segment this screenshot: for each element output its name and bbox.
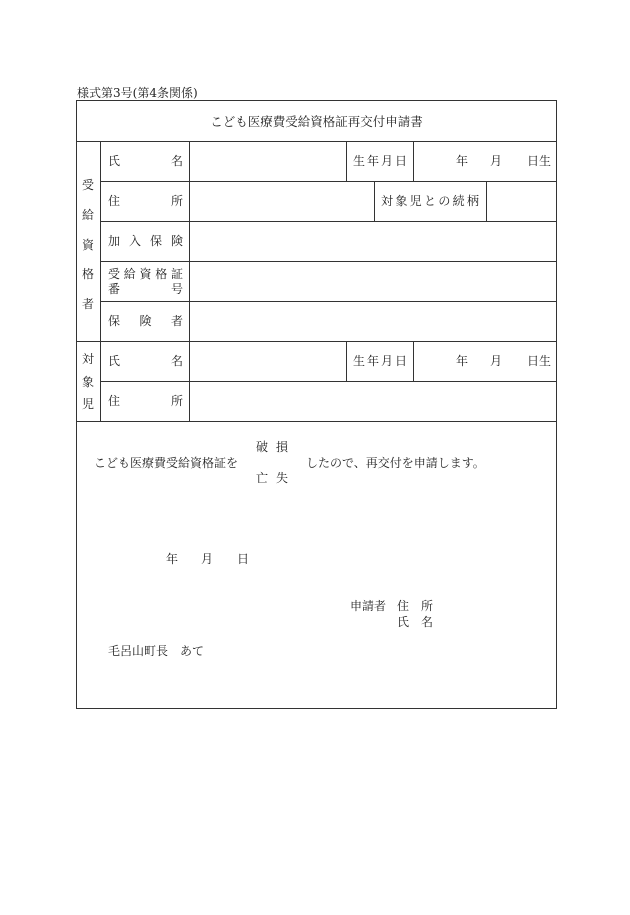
insurer-label: 保 険 者 — [108, 314, 183, 328]
child-birthdate-label: 生 年 月 日 — [353, 354, 407, 368]
recipient-birthdate-label: 生 年 月 日 — [353, 154, 407, 168]
recipient-name-label: 氏 名 — [108, 154, 183, 168]
child-address-field[interactable] — [190, 382, 556, 420]
date-year-marker: 年 — [456, 154, 469, 168]
application-date-month: 月 — [201, 552, 214, 566]
insurer-field[interactable] — [190, 302, 556, 340]
cert-number-label-line1: 受 給 資 格 証 — [108, 267, 183, 281]
child-name-label: 氏 名 — [108, 354, 183, 368]
date-month-marker: 月 — [490, 154, 503, 168]
cert-number-label-line2: 番 号 — [108, 282, 183, 296]
sentence-suffix: したので、再交付を申請します。 — [306, 456, 485, 470]
applicant-name-label: 氏 名 — [397, 615, 433, 629]
insurance-label: 加 入 保 険 — [108, 234, 183, 248]
application-date-day: 日 — [237, 552, 250, 566]
date-year-marker: 年 — [456, 354, 469, 368]
recipient-name-field[interactable] — [190, 142, 345, 180]
relationship-field[interactable] — [487, 182, 556, 220]
relationship-label: 対 象 児 と の 続 柄 — [381, 194, 479, 208]
applicant-address-label: 住 所 — [397, 599, 433, 613]
date-day-marker: 日生 — [527, 354, 552, 368]
application-date-year: 年 — [166, 552, 179, 566]
recipient-address-label: 住 所 — [108, 194, 183, 208]
recipient-group-label: 受 給 資 格 者 — [81, 178, 94, 311]
form-number: 様式第3号(第4条関係) — [77, 86, 198, 100]
date-month-marker: 月 — [490, 354, 503, 368]
child-group-label: 対 象 児 — [81, 352, 94, 411]
applicant-label: 申請者 — [350, 599, 387, 613]
child-name-field[interactable] — [190, 342, 345, 380]
form-title: こども医療費受給資格証再交付申請書 — [210, 114, 423, 129]
option-lost[interactable]: 亡 失 — [256, 471, 288, 485]
addressee: 毛呂山町長 あて — [108, 644, 205, 658]
child-address-label: 住 所 — [108, 394, 183, 408]
option-damaged[interactable]: 破 損 — [256, 440, 288, 454]
date-day-marker: 日生 — [527, 154, 552, 168]
cert-number-field[interactable] — [190, 262, 556, 300]
sentence-prefix: こども医療費受給資格証を — [94, 456, 239, 470]
insurance-field[interactable] — [190, 222, 556, 260]
recipient-address-field[interactable] — [190, 182, 373, 220]
